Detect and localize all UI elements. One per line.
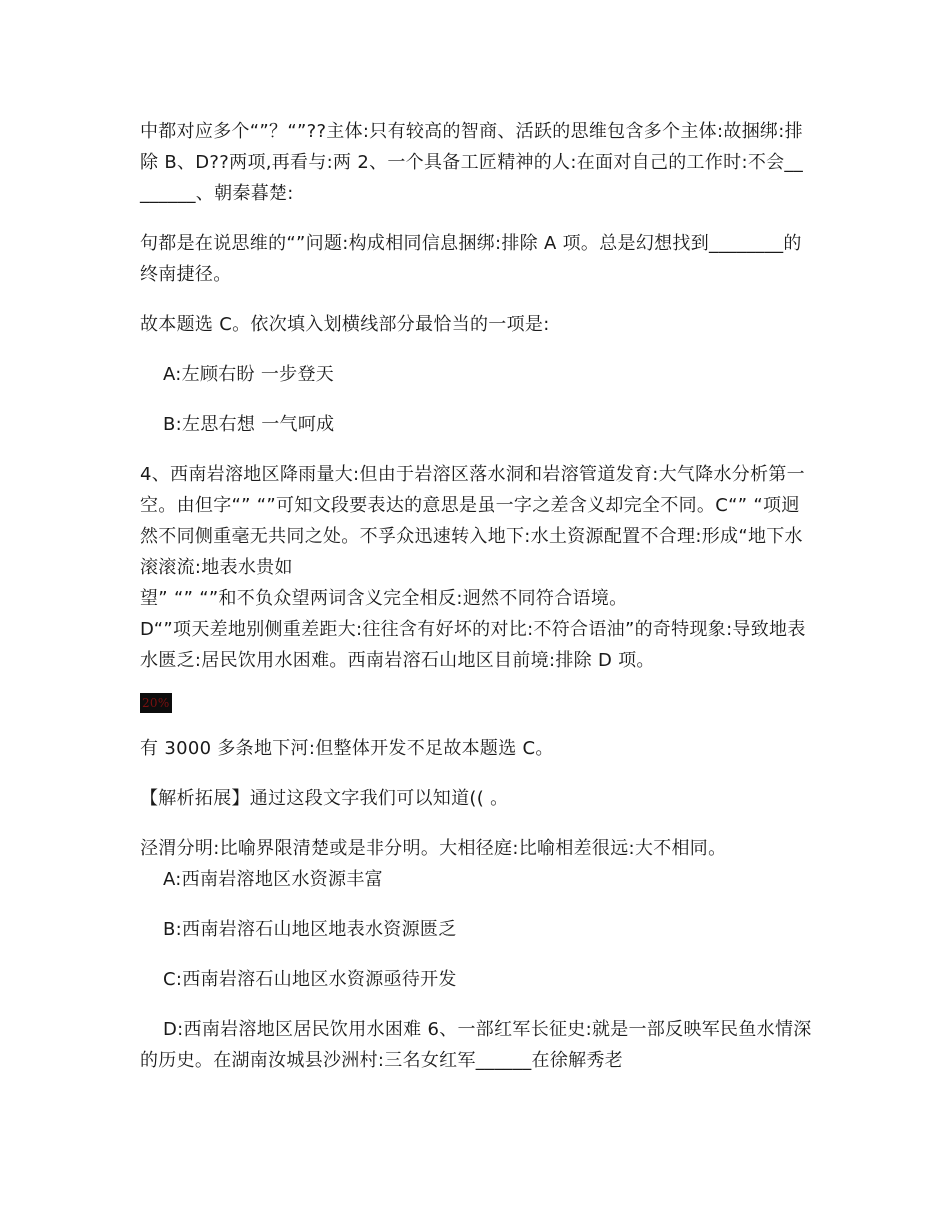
paragraph-7: 泾渭分明:比喻界限清楚或是非分明。大相径庭:比喻相差很远:大不相同。: [140, 838, 727, 859]
paragraph-3: 故本题选 C。依次填入划横线部分最恰当的一项是:: [140, 314, 550, 335]
question-option-c: C:西南岩溶石山地区水资源亟待开发: [163, 969, 457, 990]
paragraph-4a: 4、西南岩溶地区降雨量大:但由于岩溶区落水洞和岩溶管道发育:大气降水分析第一空。由但字“” “”可知文段要表达的意思是虽一字之差含义却完全不同。C“” “项迥然不同侧重毫无共同之处。不孚众迅速转入地下:水土资源配置不合理:形成“地下水滚滚流:地表水贵如: [140, 464, 805, 578]
paragraph-2: 句都是在说思维的“”问题:构成相同信息捆绑:排除 A 项。总是幻想找到________的终南捷径。: [140, 233, 802, 285]
paragraph-5: 有 3000 多条地下河:但整体开发不足故本题选 C。: [140, 738, 554, 759]
percent-badge: 20%: [140, 693, 172, 713]
question-option-a: A:西南岩溶地区水资源丰富: [163, 869, 383, 890]
paragraph-1: 中都对应多个“”？“”??主体:只有较高的智商、活跃的思维包含多个主体:故捆绑:排除 B、D??两项,再看与:两 2、一个具备工匠精神的人:在面对自己的工作时:不会________、朝秦暮楚:: [140, 121, 804, 204]
paragraph-4c: D“”项天差地别侧重差距大:往往含有好坏的对比:不符合语油”的奇特现象:导致地表水匮乏:居民饮用水困难。西南岩溶石山地区目前境:排除 D 项。: [140, 619, 806, 671]
paragraph-6: 【解析拓展】通过这段文字我们可以知道(( 。: [140, 788, 509, 809]
question-option-b: B:西南岩溶石山地区地表水资源匮乏: [163, 919, 457, 940]
option-b: B:左思右想 一气呵成: [163, 414, 335, 435]
paragraph-4b: 望” “” “”和不负众望两词含义完全相反:迥然不同符合语境。: [140, 588, 628, 609]
document-body: [140, 116, 812, 1076]
percent-badge-row: [140, 692, 812, 714]
question-option-d: D:西南岩溶地区居民饮用水困难 6、一部红军长征史:就是一部反映军民鱼水情深的历史。在湖南汝城县沙洲村:三名女红军______在徐解秀老: [140, 1019, 812, 1071]
option-a: A:左顾右盼 一步登天: [163, 364, 335, 385]
